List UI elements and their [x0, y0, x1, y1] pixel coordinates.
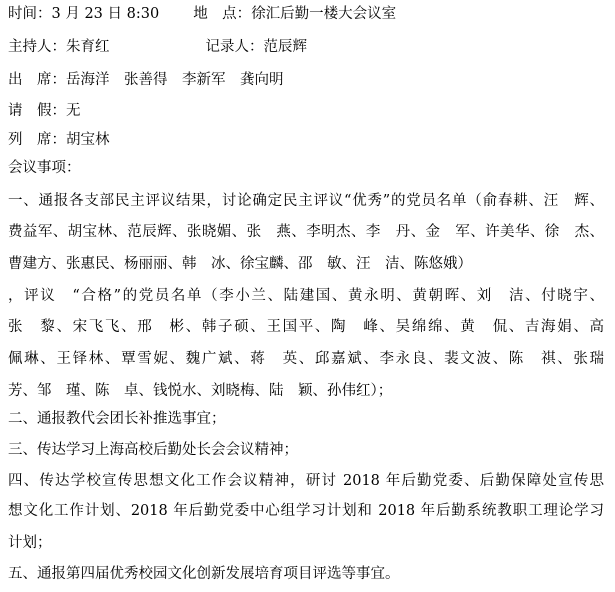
agenda-item1-line: 曹建方、张惠民、杨丽丽、韩 冰、徐宝麟、邵 敏、汪 洁、陈悠娥） [8, 256, 472, 272]
observer-line [8, 128, 608, 152]
attendees-value: 岳海洋 张善得 李新军 龚向明 [66, 72, 284, 88]
observer-label: 列 席： [8, 132, 66, 148]
leave-label: 请 假： [8, 103, 66, 119]
agenda-item1-line: 佩琳、王铎林、覃雪妮、魏广斌、蒋 英、邱嘉斌、李永良、裴文波、陈 祺、张瑞 [8, 351, 604, 367]
agenda-item1-line: 芳、邹 瑾、陈 卓、钱悦水、刘晓梅、陆 颖、孙伟红）； [8, 383, 393, 399]
attendees-line [8, 68, 608, 92]
agenda-heading: 会议事项： [8, 160, 81, 176]
attendees-label: 出 席： [8, 72, 66, 88]
leave-line [8, 99, 608, 123]
time-label: 时间： [8, 6, 52, 22]
agenda-item1-line: ，评议 “合格”的党员名单（李小兰、陆建国、黄永明、黄朝晖、刘 洁、付晓宇、 [8, 288, 604, 304]
agenda-item5: 五、通报第四届优秀校园文化创新发展培育项目评选等事宜。 [8, 566, 400, 582]
leave-value: 无 [66, 103, 81, 119]
agenda-item4-line: 计划； [8, 535, 52, 551]
host-value: 朱育红 [66, 39, 110, 55]
agenda-item2: 二、通报教代会团长补推选事宜； [8, 411, 226, 427]
agenda-item1-line: 一、通报各支部民主评议结果，讨论确定民主评议“优秀”的党员名单（俞春耕、汪 辉、 [8, 193, 604, 209]
meeting-time-place-line [8, 2, 608, 26]
agenda-item1-line: 张 黎、宋飞飞、邢 彬、韩子硕、王国平、陶 峰、吴绵绵、黄 侃、吉海娟、高 [8, 319, 604, 335]
agenda-item4-line: 想文化工作计划、2018 年后勤党委中心组学习计划和 2018 年后勤系统教职工理论学习 [8, 503, 604, 519]
host-recorder-line [8, 35, 608, 59]
place-value: 徐汇后勤一楼大会议室 [251, 6, 397, 22]
recorder-label: 记录人： [205, 39, 264, 55]
observer-value: 胡宝林 [66, 132, 110, 148]
agenda-item1-line: 费益军、胡宝林、范辰辉、张晓媚、张 燕、李明杰、李 丹、金 军、许美华、徐 杰、 [8, 224, 604, 240]
agenda-item4-line: 四、传达学校宣传思想文化工作会议精神，研讨 2018 年后勤党委、后勤保障处宣传思 [8, 473, 604, 489]
place-label: 地 点： [193, 6, 252, 22]
recorder-value: 范辰辉 [263, 39, 307, 55]
host-label: 主持人： [8, 39, 66, 55]
time-value: 3 月 23 日 8:30 [51, 6, 160, 22]
agenda-item3: 三、传达学习上海高校后勤处长会会议精神； [8, 442, 298, 458]
